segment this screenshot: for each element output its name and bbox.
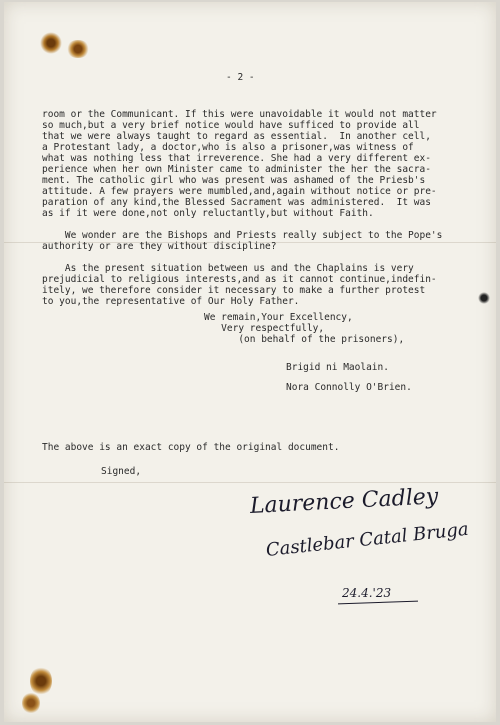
body-line: itely, we therefore consider it necessary to make a further protest [42, 285, 426, 296]
body-line: as if it were done,not only reluctantly,but without Faith. [42, 208, 374, 219]
body-line: paration of any kind,the Blessed Sacrament was administered. It was [42, 197, 431, 208]
body-line: As the present situation between us and the Chaplains is very [42, 263, 414, 274]
closing-line: Very respectfully, [204, 323, 325, 334]
page-number: - 2 - [226, 72, 255, 83]
letter-body [42, 109, 442, 307]
signatory-name: Brigid ni Maolain. [286, 362, 389, 373]
stain-mark [40, 32, 62, 54]
stain-mark [66, 40, 90, 58]
body-line: perience when her own Minister came to administer the her the sacra- [42, 164, 431, 175]
body-line: that we were always taught to regard as essential. In another cell, [42, 131, 431, 142]
date-underline [338, 601, 418, 605]
closing-line: (on behalf of the prisoners), [204, 334, 405, 345]
body-line: ment. The catholic girl who was present was ashamed of the Priesb's [42, 175, 426, 186]
body-line: attitude. A few prayers were mumbled,and,again without notice or pre- [42, 186, 437, 197]
body-line: a Protestant lady, a doctor,who is also a prisoner,was witness of [42, 142, 414, 153]
handwritten-date: 24.4.'23 [342, 586, 392, 600]
signed-label: Signed, [101, 466, 142, 477]
body-line: prejudicial to religious interests,and as it cannot continue,indefin- [42, 274, 437, 285]
body-line: We wonder are the Bishops and Priests really subject to the Pope's [42, 230, 443, 241]
signatory-name: Nora Connolly O'Brien. [286, 382, 412, 393]
letter-closing [204, 312, 404, 345]
body-line: authority or are they without discipline? [42, 241, 277, 252]
body-line: what was nothing less that irreverence. She had a very different ex- [42, 153, 431, 164]
closing-line: We remain,Your Excellency, [204, 312, 353, 323]
copy-note: The above is an exact copy of the original document. [42, 442, 340, 453]
letter-page [4, 2, 496, 722]
handwritten-signature: Laurence Cadley [249, 484, 439, 519]
body-line: to you,the representative of Our Holy Father. [42, 296, 300, 307]
ink-blot [478, 292, 490, 304]
body-line: room or the Communicant. If this were unavoidable it would not matter [42, 109, 437, 120]
handwritten-line: Castlebar Catal Bruga [264, 518, 470, 561]
stain-mark [22, 692, 40, 714]
fold-line [4, 482, 496, 483]
body-line: so much,but a very brief notice would have sufficed to provide all [42, 120, 420, 131]
